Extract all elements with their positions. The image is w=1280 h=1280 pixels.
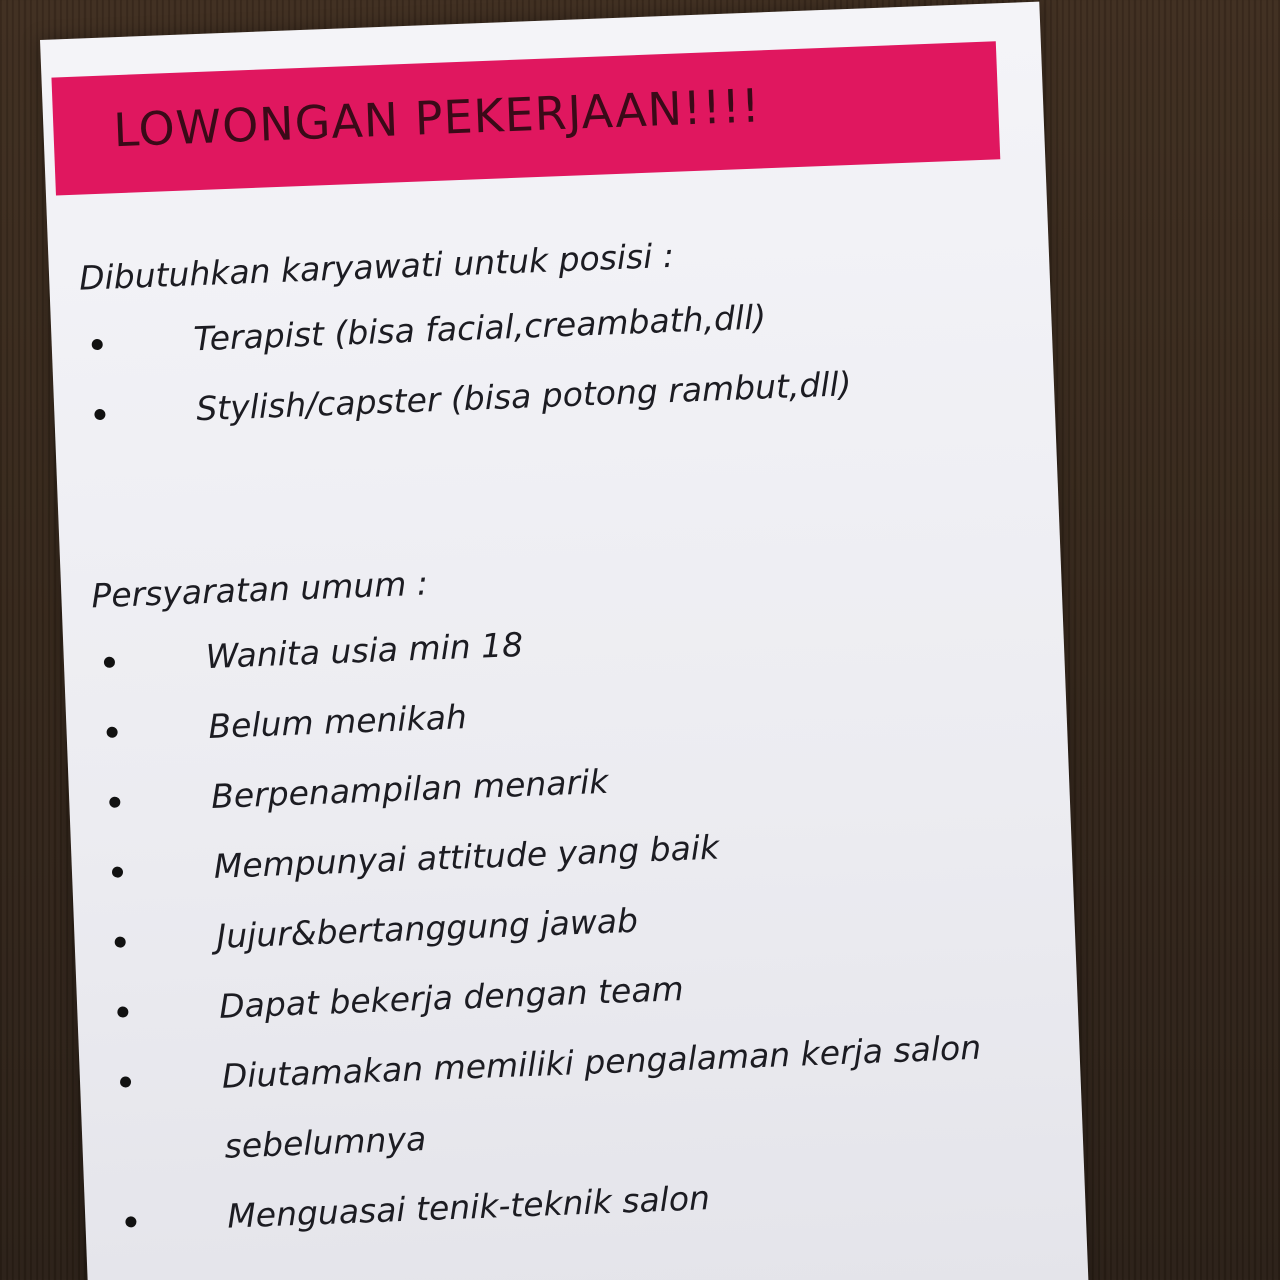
requirement-label: Jujur&bertanggung jawab	[215, 900, 639, 956]
requirements-heading: Persyaratan umum :	[90, 563, 429, 616]
requirement-label: Menguasai tenik-teknik salon	[226, 1178, 711, 1236]
requirement-label: Belum menikah	[207, 697, 468, 747]
bullet-dot-icon	[125, 1216, 136, 1227]
bullet-dot-icon	[120, 1076, 131, 1087]
position-label: Terapist (bisa facial,creambath,dll)	[192, 297, 767, 359]
bullet-dot-icon	[94, 409, 105, 420]
bullet-dot-icon	[114, 936, 125, 947]
requirement-label: Berpenampilan menarik	[210, 761, 610, 816]
bullet-dot-icon	[112, 866, 123, 877]
requirement-label: Wanita usia min 18	[205, 624, 524, 677]
bullet-dot-icon	[109, 796, 120, 807]
flyer-content	[78, 213, 1056, 1256]
title-band	[51, 41, 1000, 195]
bullet-dot-icon	[104, 657, 115, 668]
bullet-dot-icon	[92, 339, 103, 350]
bullet-dot-icon	[106, 727, 117, 738]
job-flyer-paper	[40, 2, 1089, 1280]
requirement-label: Diutamakan memiliki pengalaman kerja salon sebelumnya	[221, 1027, 982, 1166]
position-label: Stylish/capster (bisa potong rambut,dll)	[195, 364, 853, 429]
positions-heading: Dibutuhkan karyawati untuk posisi :	[78, 235, 675, 298]
requirements-list	[93, 590, 1056, 1256]
requirement-label: Mempunyai attitude yang baik	[213, 827, 720, 886]
requirement-label: Dapat bekerja dengan team	[218, 969, 685, 1026]
bullet-dot-icon	[117, 1006, 128, 1017]
flyer-title: LOWONGAN PEKERJAAN!!!!	[112, 78, 762, 158]
